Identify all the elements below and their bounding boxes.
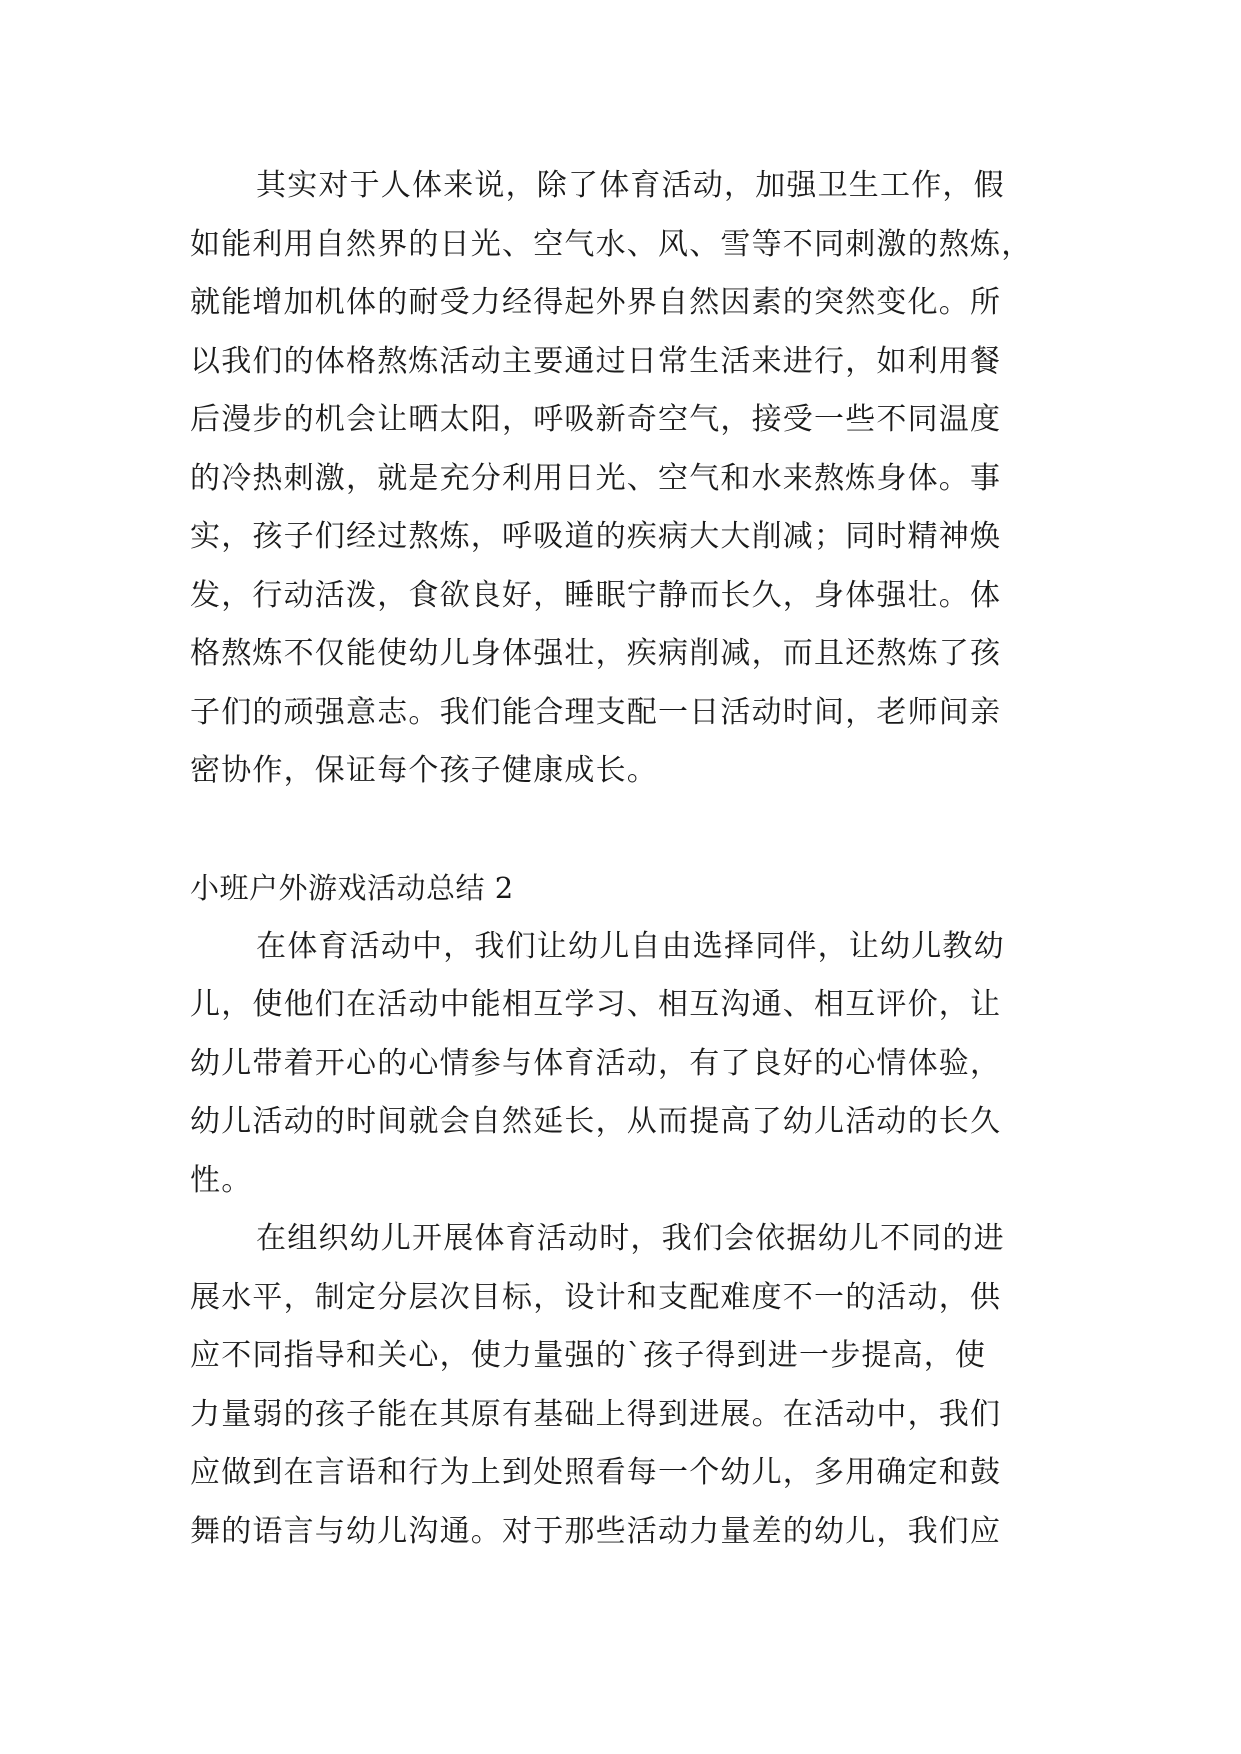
paragraph-line: 以我们的体格熬炼活动主要通过日常生活来进行，如利用餐 bbox=[190, 343, 1002, 379]
paragraph-1 bbox=[190, 157, 1050, 801]
paragraph-line: 在体育活动中，我们让幼儿自由选择同伴，让幼儿教幼 bbox=[256, 928, 1005, 964]
paragraph-line: 密协作，保证每个孩子健康成长。 bbox=[190, 753, 658, 788]
paragraph-line: 就能增加机体的耐受力经得起外界自然因素的突然变化。所 bbox=[190, 285, 1002, 320]
paragraph-line: 儿，使他们在活动中能相互学习、相互沟通、相互评价，让 bbox=[190, 987, 1002, 1022]
section-title: 小班户外游戏活动总结 2 bbox=[190, 871, 514, 905]
paragraph-line: 子们的顽强意志。我们能合理支配一日活动时间，老师间亲 bbox=[190, 694, 1002, 730]
paragraph-line: 幼儿活动的时间就会自然延长，从而提高了幼儿活动的长久 bbox=[190, 1104, 1002, 1139]
paragraph-3 bbox=[190, 1210, 1050, 1561]
paragraph-line: 展水平，制定分层次目标，设计和支配难度不一的活动，供 bbox=[190, 1279, 1002, 1315]
paragraph-line: 如能利用自然界的日光、空气水、风、雪等不同刺激的熬炼， bbox=[190, 226, 1033, 262]
paragraph-line: 实，孩子们经过熬炼，呼吸道的疾病大大削减；同时精神焕 bbox=[190, 519, 1002, 554]
paragraph-line: 的冷热刺激，就是充分利用日光、空气和水来熬炼身体。事 bbox=[190, 460, 1002, 496]
paragraph-spacer bbox=[190, 801, 1050, 860]
paragraph-line: 应做到在言语和行为上到处照看每一个幼儿，多用确定和鼓 bbox=[190, 1455, 1002, 1490]
paragraph-2 bbox=[190, 918, 1050, 1211]
paragraph-line: 格熬炼不仅能使幼儿身体强壮，疾病削减，而且还熬炼了孩 bbox=[190, 636, 1002, 671]
paragraph-line: 其实对于人体来说，除了体育活动，加强卫生工作，假 bbox=[256, 168, 1005, 203]
paragraph-line: 力量弱的孩子能在其原有基础上得到进展。在活动中，我们 bbox=[190, 1396, 1002, 1432]
document-body bbox=[190, 157, 1050, 1561]
paragraph-line: 在组织幼儿开展体育活动时，我们会依据幼儿不同的进 bbox=[256, 1221, 1005, 1256]
paragraph-line: 后漫步的机会让晒太阳，呼吸新奇空气，接受一些不同温度 bbox=[190, 402, 1002, 437]
paragraph-line: 幼儿带着开心的心情参与体育活动，有了良好的心情体验， bbox=[190, 1045, 1002, 1081]
paragraph-line: 发，行动活泼，食欲良好，睡眠宁静而长久，身体强壮。体 bbox=[190, 577, 1002, 613]
paragraph-line: 性。 bbox=[190, 1162, 253, 1198]
paragraph-line: 舞的语言与幼儿沟通。对于那些活动力量差的幼儿，我们应 bbox=[190, 1513, 1002, 1549]
paragraph-line: 应不同指导和关心，使力量强的`孩子得到进一步提高，使 bbox=[190, 1338, 987, 1373]
